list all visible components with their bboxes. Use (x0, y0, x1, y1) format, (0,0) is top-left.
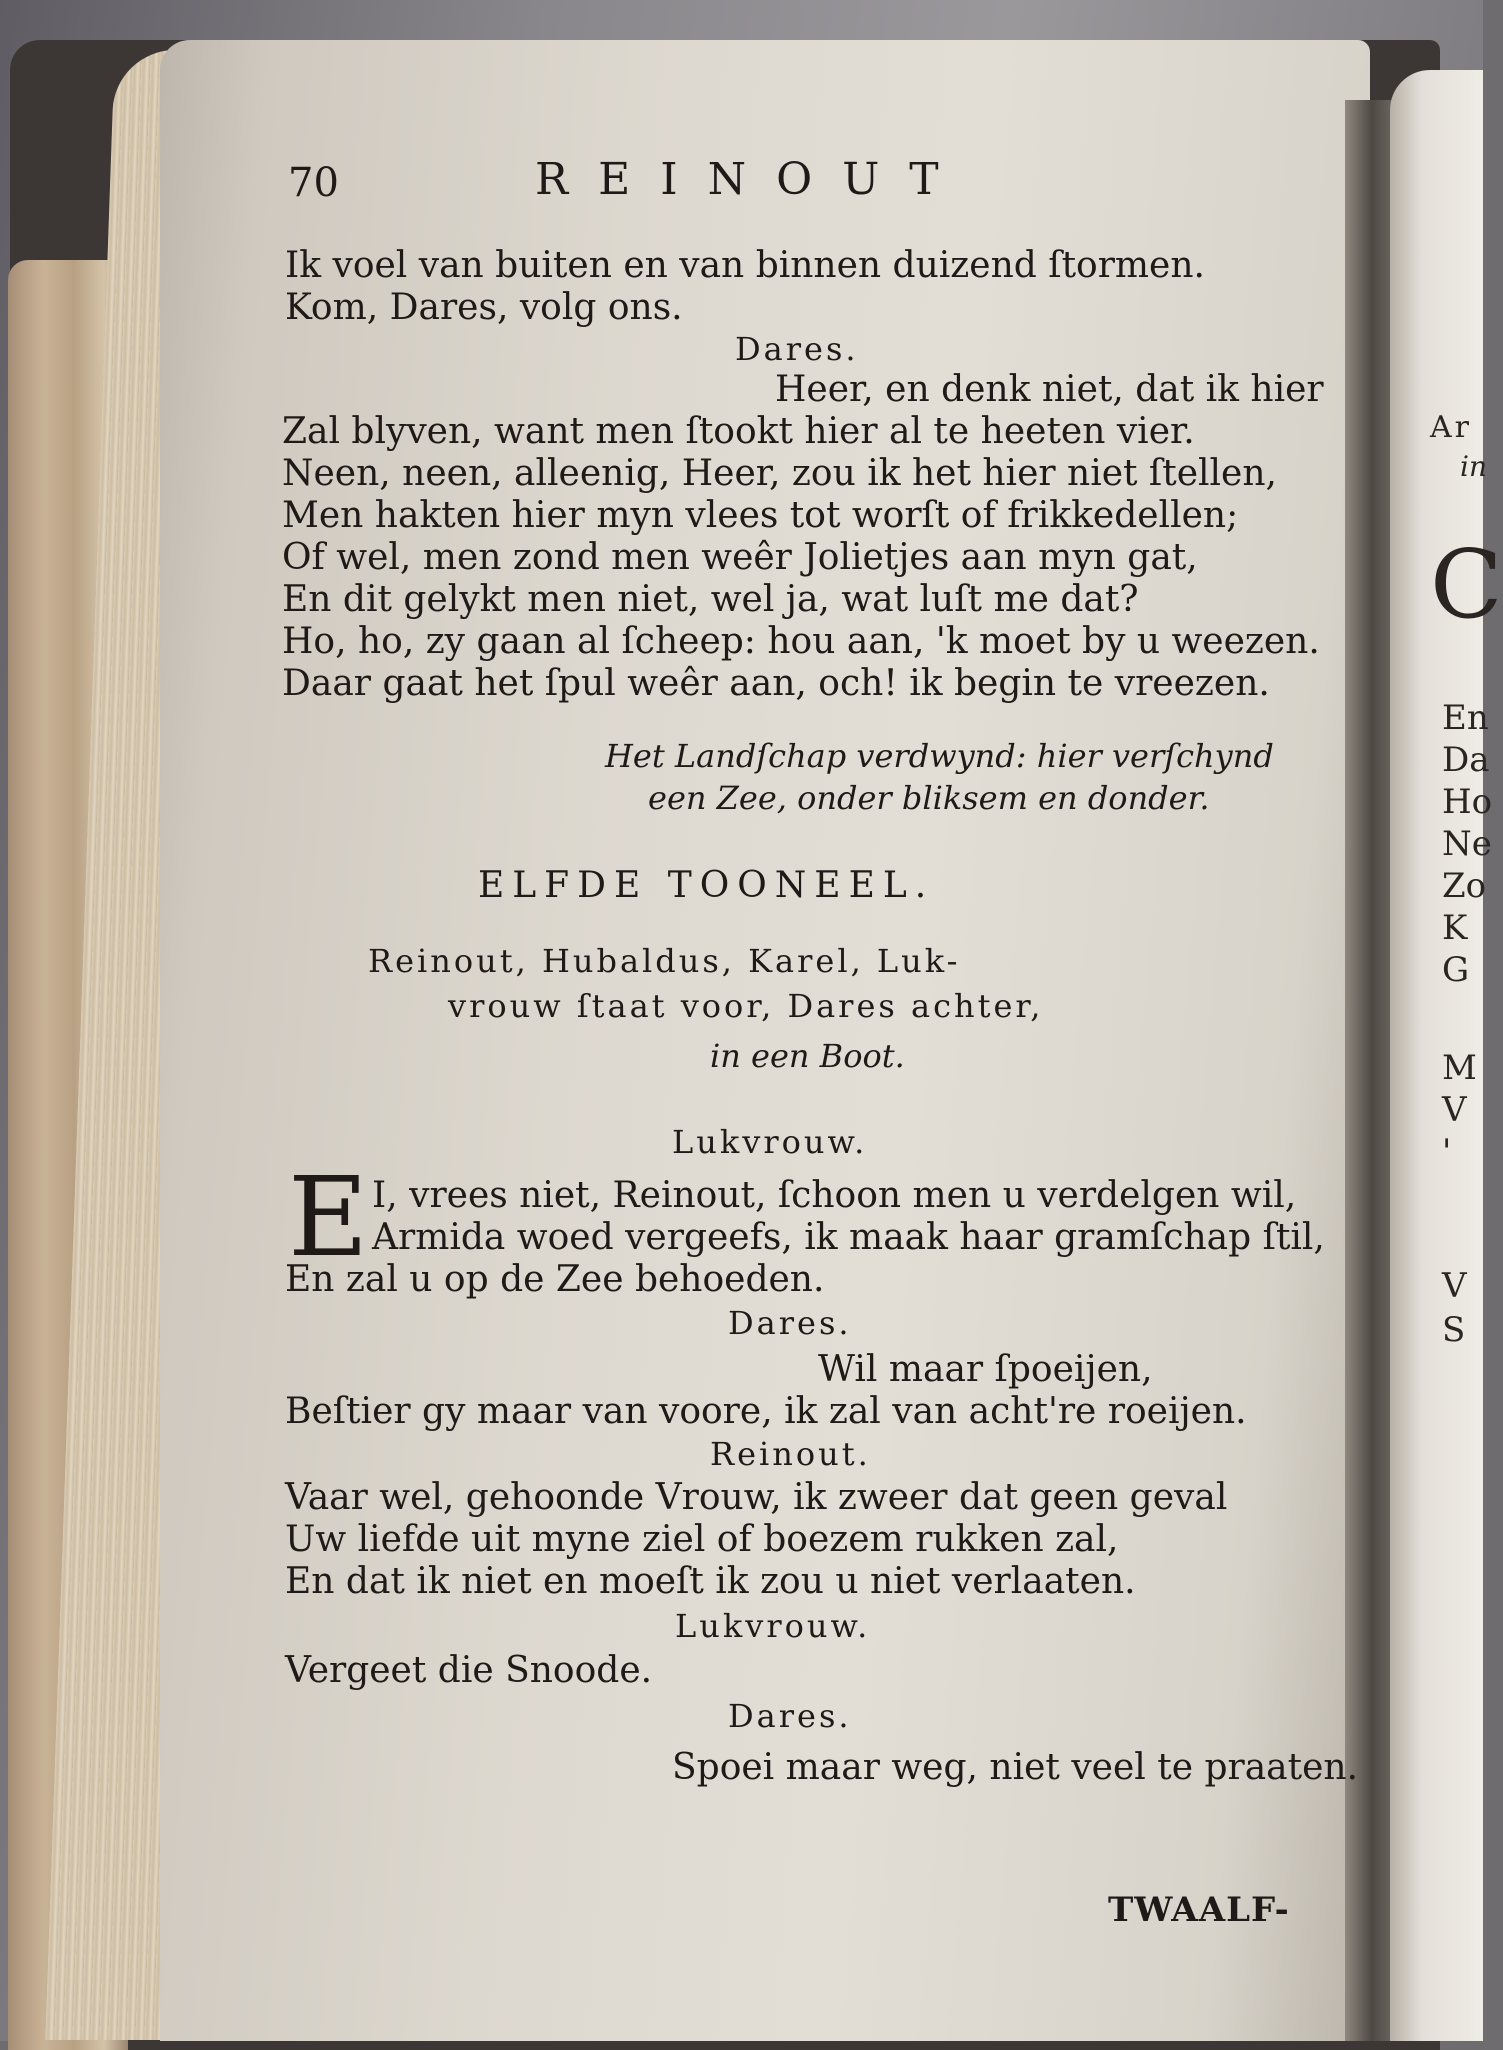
cast-list: Reinout, Hubaldus, Karel, Luk- (368, 942, 961, 980)
speaker-label: Dares. (735, 330, 859, 368)
facing-page-text: S (1442, 1310, 1466, 1350)
verse-line: Neen, neen, alleenig, Heer, zou ik het hier niet ſtellen, (282, 453, 1277, 494)
verse-line: Zal blyven, want men ſtookt hier al te heeten vier. (282, 411, 1195, 452)
verse-line: Wil maar ſpoeijen, (818, 1349, 1153, 1390)
speaker-label: Dares. (728, 1304, 852, 1342)
page-number: 70 (288, 160, 339, 206)
facing-page-text: Ar (1430, 410, 1473, 445)
verse-line: Armida woed vergeefs, ik maak haar gramſchap ſtil, (372, 1217, 1325, 1258)
verse-line: Daar gaat het ſpul weêr aan, och! ik begin te vreezen. (282, 663, 1270, 704)
verse-line: En zal u op de Zee behoeden. (285, 1259, 825, 1300)
facing-page-text: K (1442, 908, 1468, 948)
cast-list: in een Boot. (710, 1037, 905, 1075)
facing-page-text: M (1442, 1048, 1477, 1088)
verse-line: Beſtier gy maar van voore, ik zal van acht're roeijen. (285, 1391, 1247, 1432)
verse-line: Kom, Dares, volg ons. (285, 287, 683, 328)
facing-page-text: Da (1442, 740, 1490, 780)
speaker-label: Lukvrouw. (675, 1607, 871, 1645)
facing-page-text: V (1442, 1266, 1467, 1306)
verse-line: Vaar wel, gehoonde Vrouw, ik zweer dat geen geval (285, 1477, 1228, 1518)
facing-page-text: V (1442, 1090, 1467, 1130)
verse-line: Heer, en denk niet, dat ik hier (775, 369, 1324, 410)
verse-line: Spoei maar weg, niet veel te praaten. (672, 1747, 1359, 1788)
verse-line: Of wel, men zond men weêr Jolietjes aan myn gat, (282, 537, 1198, 578)
verse-line: Uw liefde uit myne ziel of boezem rukken zal, (285, 1519, 1119, 1560)
stage-direction: Het Landſchap verdwynd: hier verſchynd (605, 737, 1274, 775)
facing-page-text: G (1442, 950, 1470, 990)
running-title: REINOUT (535, 154, 969, 205)
verse-line: Vergeet die Snoode. (285, 1650, 653, 1691)
verse-line: En dat ik niet en moeſt ik zou u niet verlaaten. (285, 1561, 1136, 1602)
facing-page-text: in (1460, 450, 1487, 483)
verse-line: Men hakten hier myn vlees tot worſt of frikkedellen; (282, 495, 1239, 536)
facing-page-dropcap: C (1430, 530, 1503, 640)
stage-direction: een Zee, onder bliksem en donder. (648, 779, 1210, 817)
verse-line: Ik voel van buiten en van binnen duizend ſtormen. (285, 245, 1205, 286)
scene-heading: ELFDE TOONEEL. (478, 865, 935, 906)
drop-cap: E (288, 1153, 369, 1281)
facing-page-text: En (1442, 698, 1489, 738)
catchword: TWAALF- (1108, 1890, 1290, 1930)
verse-line: I, vrees niet, Reinout, ſchoon men u verdelgen wil, (372, 1175, 1297, 1216)
facing-page-text: Zo (1442, 866, 1487, 906)
facing-page-text: Ne (1442, 824, 1492, 864)
speaker-label: Dares. (728, 1697, 852, 1735)
facing-page-text: Ho (1442, 782, 1493, 822)
speaker-label: Lukvrouw. (672, 1123, 868, 1161)
facing-page-text: ' (1442, 1132, 1452, 1172)
verse-line: En dit gelykt men niet, wel ja, wat luſt me dat? (282, 579, 1139, 620)
verse-line: Ho, ho, zy gaan al ſcheep: hou aan, 'k moet by u weezen. (282, 621, 1320, 662)
speaker-label: Reinout. (710, 1435, 871, 1473)
cast-list: vrouw ſtaat voor, Dares achter, (448, 987, 1044, 1025)
